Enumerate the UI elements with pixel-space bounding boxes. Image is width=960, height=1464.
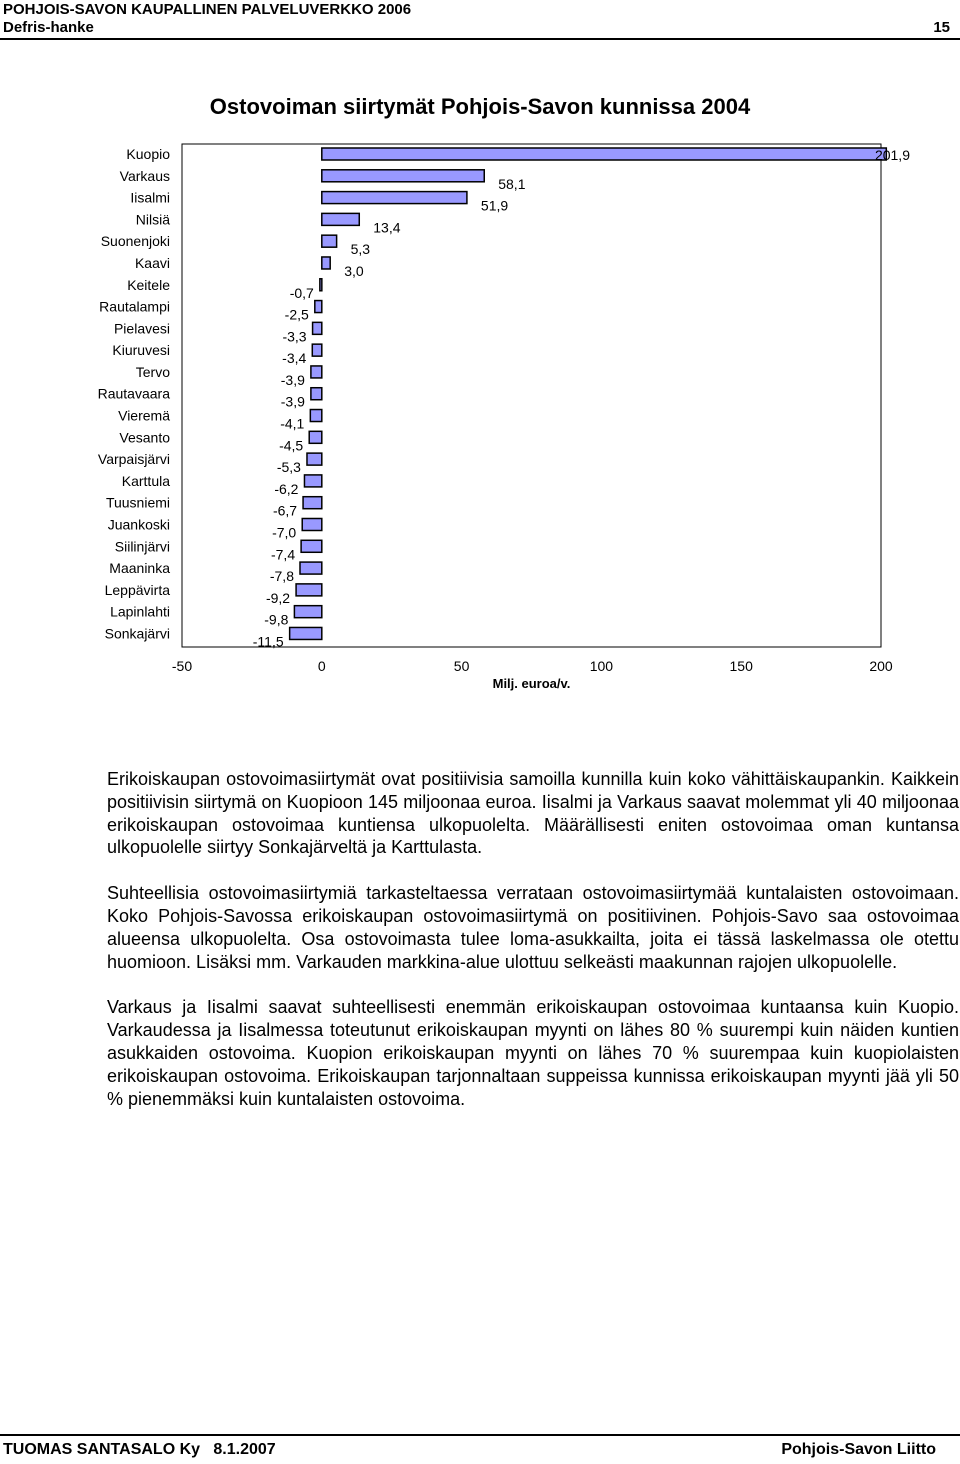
category-label: Varpaisjärvi (97, 451, 170, 468)
value-label: -4,1 (280, 415, 305, 432)
category-label: Nilsiä (135, 211, 170, 228)
category-label: Siilinjärvi (114, 538, 170, 555)
bar (294, 606, 321, 618)
value-label: -3,3 (282, 328, 307, 345)
value-label: -7,4 (270, 546, 296, 563)
value-label: -6,7 (272, 502, 298, 519)
footer-organization: Pohjois-Savon Liitto (781, 1441, 936, 1458)
bar (302, 518, 322, 530)
chart-title: Ostovoiman siirtymät Pohjois-Savon kunnissa 2004 (209, 94, 751, 119)
header-title: POHJOIS-SAVON KAUPALLINEN PALVELUVERKKO 2006 (3, 1, 412, 18)
value-label: 201,9 (874, 147, 910, 163)
category-label: Juankoski (107, 516, 170, 533)
value-label: 5,3 (350, 241, 371, 258)
x-tick-label: -50 (171, 658, 193, 674)
x-tick-label: 200 (869, 658, 893, 674)
value-label: -7,8 (269, 568, 294, 585)
value-label: -3,4 (282, 350, 307, 367)
category-label: Keitele (127, 276, 170, 293)
category-label: Lapinlahti (110, 603, 170, 620)
category-label: Kaavi (134, 254, 170, 271)
value-label: -4,5 (279, 437, 304, 454)
category-label: Varkaus (119, 167, 170, 184)
header-rule (0, 38, 960, 40)
bar (315, 301, 322, 313)
category-label: Kiuruvesi (112, 342, 170, 359)
category-label: Pielavesi (113, 320, 170, 337)
value-label: -5,3 (276, 459, 301, 476)
bar (322, 235, 337, 247)
footer-rule (0, 1434, 960, 1436)
category-label: Kuopio (126, 146, 170, 162)
x-tick-label: 100 (589, 658, 614, 674)
value-label: 58,1 (498, 175, 526, 192)
value-label: -9,2 (265, 589, 291, 606)
value-label: 3,0 (344, 262, 364, 279)
bar (322, 170, 484, 182)
category-label: Karttula (121, 472, 170, 489)
bar (296, 584, 322, 596)
bar (290, 627, 322, 639)
category-label: Rautalampi (99, 298, 170, 315)
x-tick-label: 0 (317, 658, 326, 674)
bar (311, 388, 322, 400)
paragraph-3: Varkaus ja Iisalmi saavat suhteellisesti enemmän erikoiskaupan ostovoimaa kuntaansa kuin Kuopio. Varkaudessa ja Iisalmessa toteutunut erikoiskaupan myynti on lähes 80 % suurempi kuin näiden kuntien asukkaiden ostovoima. Kuopion erikoiskaupan myynti on lähes 70 % suurempaa kuin kuopiolaisten erikoiskaupan ostovoima. Erikoiskaupan tarjonnaltaan suppeissa kunnissa erikoiskaupan myynti jää yli 50 % pienemmäksi kuin kuntalaisten ostovoima. (107, 997, 959, 1109)
value-label: -6,2 (274, 480, 299, 497)
category-label: Vieremä (118, 407, 170, 424)
bar (300, 562, 322, 574)
bar (307, 453, 322, 465)
value-label: -7,0 (272, 524, 297, 541)
paragraph-2: Suhteellisia ostovoimasiirtymiä tarkasteltaessa verrataan ostovoimasiirtymää kuntalaisten ostovoimaan. Koko Pohjois-Savossa erikoiskaupan ostovoimasiirtymä on positiivinen. Pohjois-Savo saa ostovoimaa alueensa ulkopuolelta. Osa ostovoimasta tulee loma-asukkailta, joita ei tässä laskelmassa ole otettu huomioon. Lisäksi mm. Varkauden markkina-alue ulottuu selkeästi maakunnan rajojen ulkopuolelle. (107, 883, 959, 972)
page-number: 15 (933, 19, 950, 36)
category-label: Tervo (135, 363, 170, 380)
body-text (107, 768, 959, 1133)
x-tick-label: 150 (729, 658, 753, 674)
bar (309, 431, 322, 443)
bar (313, 322, 322, 334)
bar (322, 257, 330, 269)
header-subtitle: Defris-hanke (3, 19, 94, 36)
value-label: -3,9 (280, 393, 305, 410)
category-label: Rautavaara (97, 385, 170, 402)
value-label: -3,9 (280, 371, 305, 388)
bar (304, 475, 321, 487)
category-label: Tuusniemi (105, 494, 170, 511)
value-label: 13,4 (373, 219, 401, 236)
value-label: 51,9 (480, 197, 509, 214)
bar (322, 192, 467, 204)
x-axis-label: Milj. euroa/v. (492, 676, 571, 691)
bar (301, 540, 322, 552)
bar-chart (0, 140, 960, 700)
bar (322, 213, 359, 225)
category-label: Leppävirta (104, 581, 170, 598)
category-label: Iisalmi (130, 189, 170, 206)
value-label: -0,7 (289, 284, 314, 301)
category-label: Sonkajärvi (104, 625, 170, 642)
bar (303, 497, 322, 509)
bar (312, 344, 322, 356)
category-label: Suonenjoki (100, 233, 170, 250)
value-label: -9,8 (264, 611, 289, 628)
footer-author-date: TUOMAS SANTASALO Ky 8.1.2007 (3, 1441, 276, 1458)
bar (310, 410, 321, 422)
value-label: -11,5 (252, 633, 284, 650)
category-label: Vesanto (119, 429, 170, 446)
x-tick-label: 50 (453, 658, 470, 674)
value-label: -2,5 (284, 306, 309, 323)
bar (322, 148, 887, 160)
paragraph-1: Erikoiskaupan ostovoimasiirtymät ovat positiivisia samoilla kunnilla kuin koko vähittäiskaupankin. Kaikkein positiivisin siirtymä on Kuopioon 145 miljoonaa euroa. Iisalmi ja Varkaus saavat molemmat yli 40 miljoonaa erikoiskaupan ostovoimaa kuntiensa ulkopuolelta. Määrällisesti eniten ostovoimaa oman kuntansa ulkopuolelle siirtyy Sonkajärveltä ja Karttulasta. (107, 769, 959, 858)
bar (311, 366, 322, 378)
bar (320, 279, 322, 291)
category-label: Maaninka (109, 560, 170, 577)
